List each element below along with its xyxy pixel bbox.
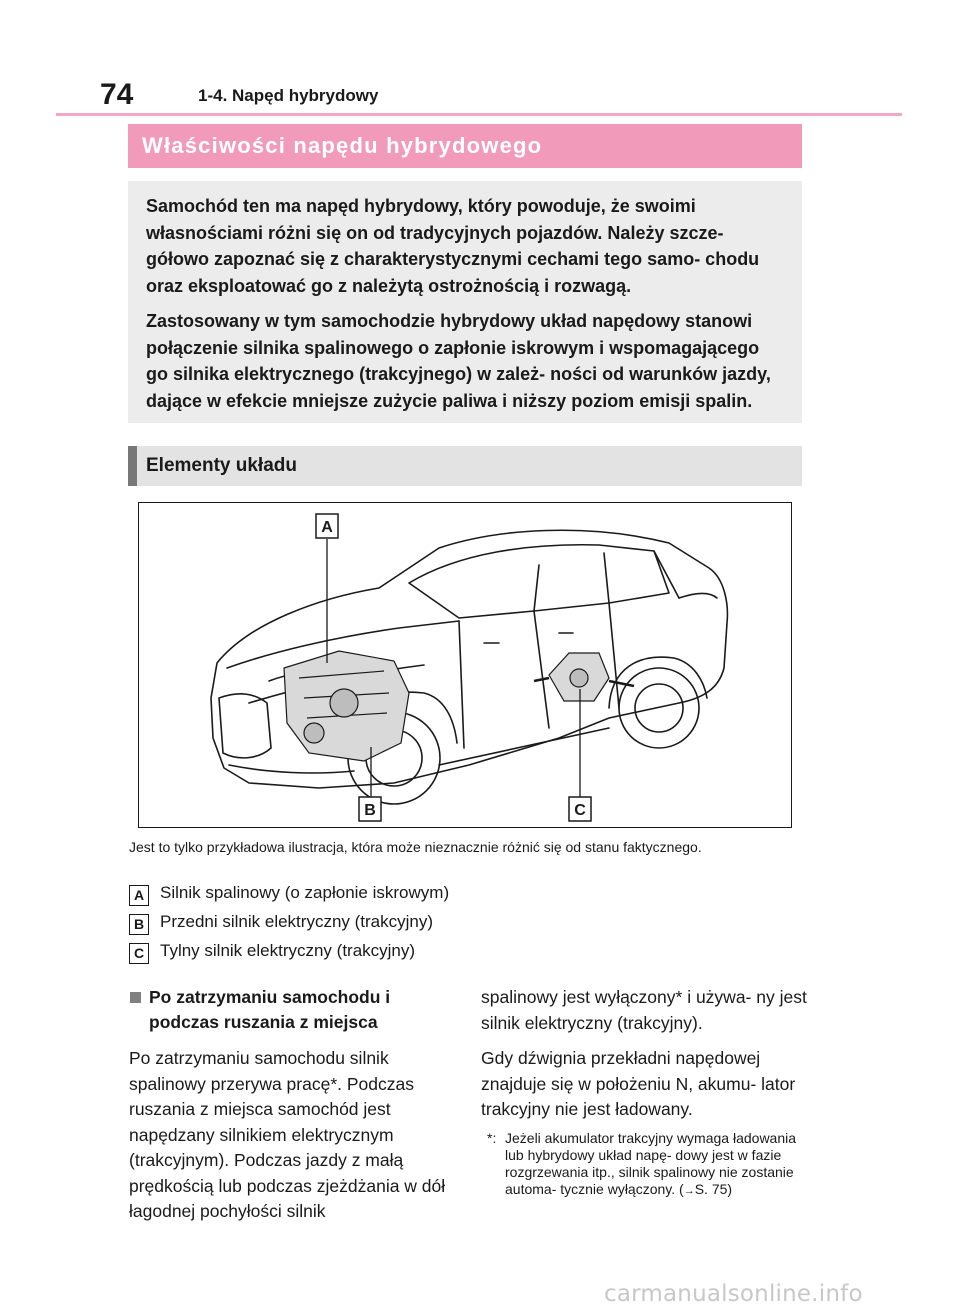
legend-key: C xyxy=(129,943,149,964)
callout-a-label: A xyxy=(321,519,333,536)
section-heading xyxy=(129,985,459,1035)
footnote-text: Jeżeli akumulator trakcyjny wymaga ładowania lub hybrydowy układ napę- dowy jest w fazie rozgrzewania itp., silnik spalinowy nie zostanie automa- tycznie wyłączony. ( xyxy=(505,1129,797,1197)
car-drawing xyxy=(139,503,791,827)
legend-key: B xyxy=(129,914,149,935)
page-number: 74 xyxy=(100,78,134,111)
page-title: Właściwości napędu hybrydowego xyxy=(128,124,802,168)
legend-list xyxy=(129,881,629,968)
legend-label: Silnik spalinowy (o zapłonie iskrowym) xyxy=(160,883,450,902)
legend-key: A xyxy=(129,885,149,906)
bullet-square-icon xyxy=(130,992,141,1003)
arrow-right-icon: → xyxy=(683,1184,695,1197)
legend-label: Tylny silnik elektryczny (trakcyjny) xyxy=(160,941,416,960)
watermark: carmanualsonline.info xyxy=(604,1281,863,1307)
right-body-text-2: Gdy dźwignia przekładni napędowej znajduje się w położeniu N, akumu- lator trakcyjny nie jest ładowany. xyxy=(481,1048,796,1119)
section-heading-text: Po zatrzymaniu samochodu i podczas ruszania z miejsca xyxy=(149,987,391,1032)
section-breadcrumb: 1-4. Napęd hybrydowy xyxy=(198,86,379,105)
intro-paragraph-2: Zastosowany w tym samochodzie hybrydowy układ napędowy stanowi połączenie silnika spalinowego o zapłonie iskrowym i wspomagającego go silnika elektrycznego (trakcyjnego) w zależ- ności od warunków jazdy, dające w efekcie mniejsze zużycie paliwa i niższy poziom emisji spalin. xyxy=(146,311,771,411)
header-divider xyxy=(56,113,902,116)
intro-paragraph-1: Samochód ten ma napęd hybrydowy, który powoduje, że swoimi własnościami różni się on od tradycyjnych pojazdów. Należy szcze- gółowo zapoznać się z charakterystycznymi cechami tego samo- chodu oraz eksploatować go z należytą ostrożnością i rozwagą. xyxy=(146,196,760,296)
callout-b-label: B xyxy=(364,802,376,819)
legend-item xyxy=(129,910,629,939)
intro-box xyxy=(128,181,802,423)
legend-label: Przedni silnik elektryczny (trakcyjny) xyxy=(160,912,434,931)
legend-item xyxy=(129,939,629,968)
right-body-text-1: spalinowy jest wyłączony* i używa- ny jest silnik elektryczny (trakcyjny). xyxy=(481,987,807,1033)
right-column xyxy=(481,985,807,1200)
left-body-text: Po zatrzymaniu samochodu silnik spalinowy przerywa pracę*. Podczas ruszania z miejsca samochód jest napędzany silnikiem elektrycznym (trakcyjnym). Podczas jazdy z małą prędkością lub podczas zjeżdżania w dół łagodnej pochyłości silnik xyxy=(129,1048,446,1221)
footnote xyxy=(481,1130,807,1200)
figure-caption: Jest to tylko przykładowa ilustracja, która może nieznacznie różnić się od stanu faktycznego. xyxy=(129,839,702,855)
page-header xyxy=(100,78,900,114)
left-column xyxy=(129,985,459,1225)
page-reference-link[interactable]: S. 75) xyxy=(694,1180,733,1197)
footnote-mark: *: xyxy=(487,1129,497,1146)
legend-item xyxy=(129,881,629,910)
callout-c-label: C xyxy=(574,802,586,819)
engine-block xyxy=(284,651,409,761)
vehicle-illustration xyxy=(138,502,792,828)
subsection-title: Elementy układu xyxy=(128,446,802,486)
